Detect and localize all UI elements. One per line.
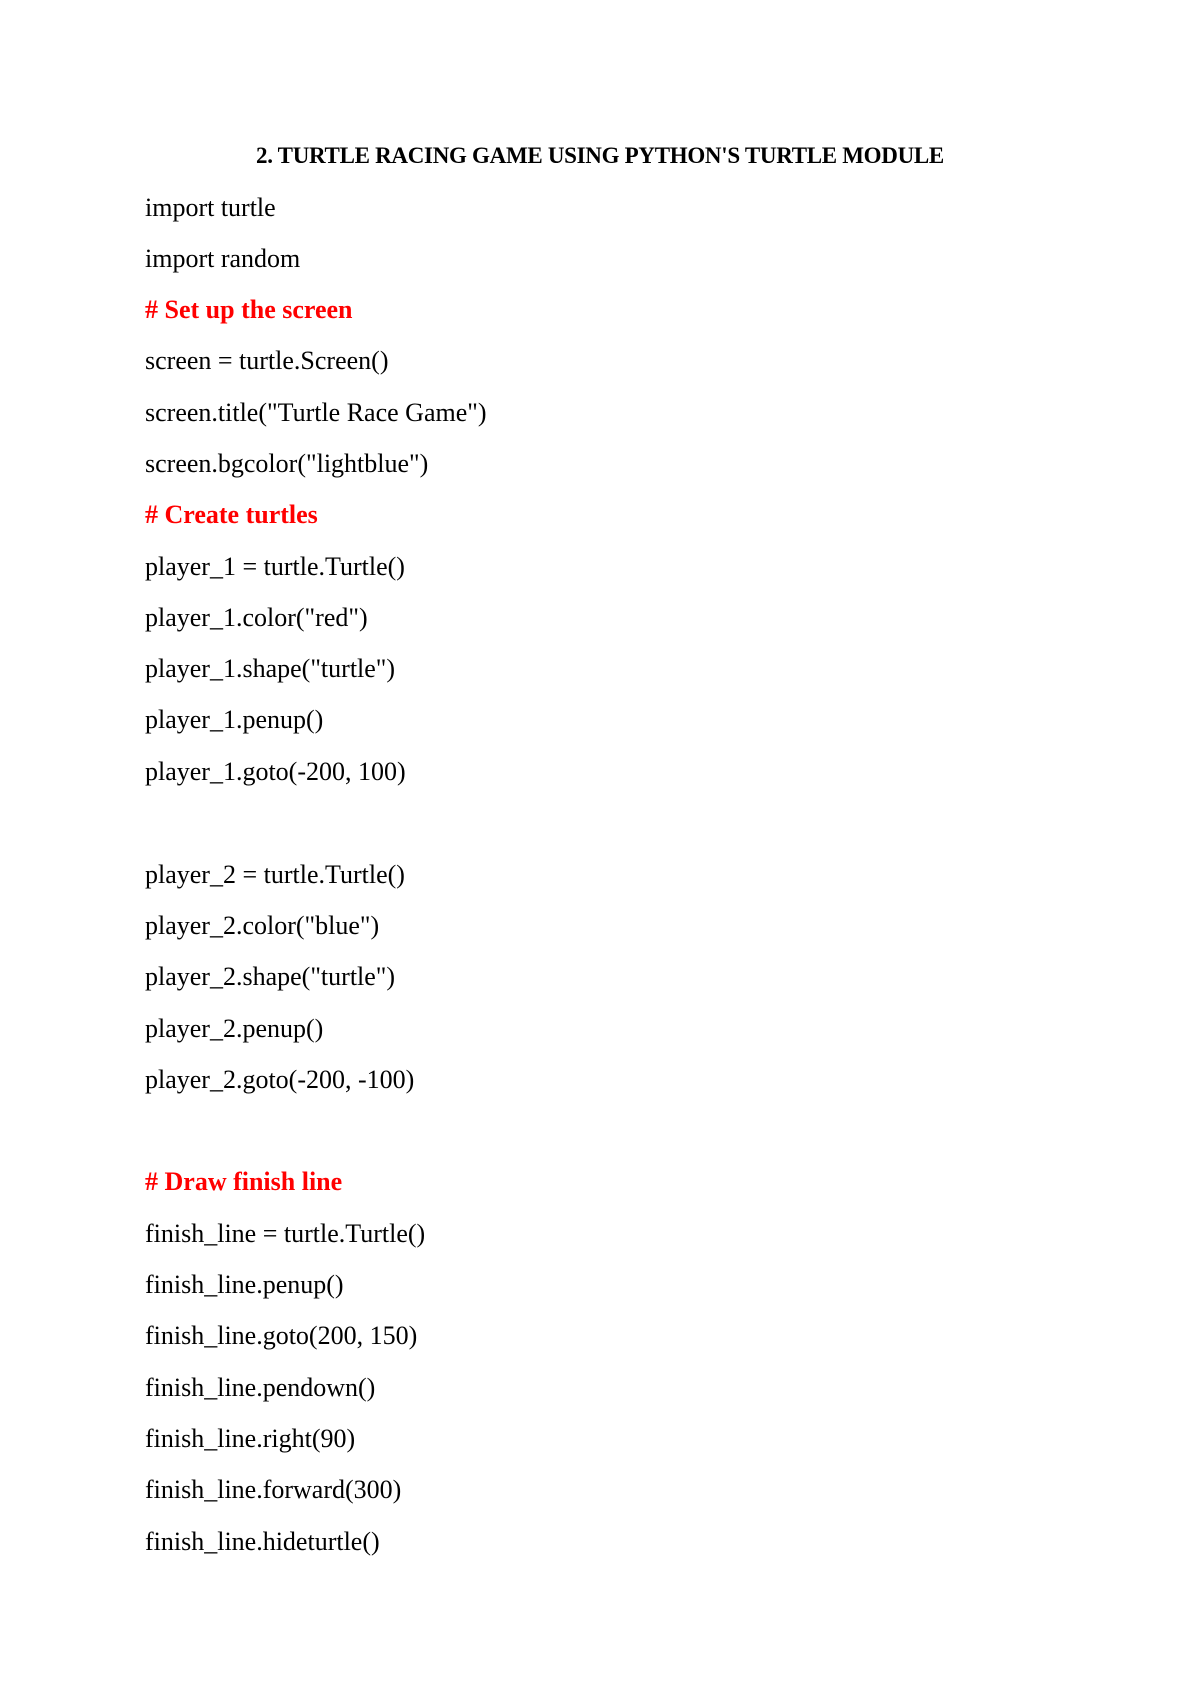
code-line-finish-goto: finish_line.goto(200, 150) bbox=[145, 1321, 418, 1350]
code-line-screen-bgcolor: screen.bgcolor("lightblue") bbox=[145, 449, 429, 478]
code-line-player2-create: player_2 = turtle.Turtle() bbox=[145, 860, 405, 889]
code-line-import-random: import random bbox=[145, 244, 301, 273]
code-line-player1-goto: player_1.goto(-200, 100) bbox=[145, 757, 406, 786]
code-line-screen-create: screen = turtle.Screen() bbox=[145, 346, 389, 375]
code-line-finish-penup: finish_line.penup() bbox=[145, 1270, 344, 1299]
code-line-player2-goto: player_2.goto(-200, -100) bbox=[145, 1065, 415, 1094]
code-line-player1-create: player_1 = turtle.Turtle() bbox=[145, 552, 405, 581]
document-title: 2. TURTLE RACING GAME USING PYTHON'S TURTLE MODULE bbox=[256, 143, 944, 168]
code-line-player2-shape: player_2.shape("turtle") bbox=[145, 962, 396, 991]
code-line-finish-hideturtle: finish_line.hideturtle() bbox=[145, 1527, 380, 1556]
code-line-finish-right: finish_line.right(90) bbox=[145, 1424, 356, 1453]
code-line-player2-penup: player_2.penup() bbox=[145, 1014, 324, 1043]
code-line-finish-pendown: finish_line.pendown() bbox=[145, 1373, 376, 1402]
code-line-player1-penup: player_1.penup() bbox=[145, 705, 324, 734]
comment-set-up-screen: # Set up the screen bbox=[145, 295, 353, 324]
code-line-finish-create: finish_line = turtle.Turtle() bbox=[145, 1219, 426, 1248]
code-line-player2-color: player_2.color("blue") bbox=[145, 911, 380, 940]
code-line-screen-title: screen.title("Turtle Race Game") bbox=[145, 398, 487, 427]
code-line-finish-forward: finish_line.forward(300) bbox=[145, 1475, 402, 1504]
code-line-import-turtle: import turtle bbox=[145, 193, 276, 222]
code-line-player1-color: player_1.color("red") bbox=[145, 603, 368, 632]
comment-draw-finish-line: # Draw finish line bbox=[145, 1167, 343, 1196]
comment-create-turtles: # Create turtles bbox=[145, 500, 318, 529]
code-line-player1-shape: player_1.shape("turtle") bbox=[145, 654, 396, 683]
